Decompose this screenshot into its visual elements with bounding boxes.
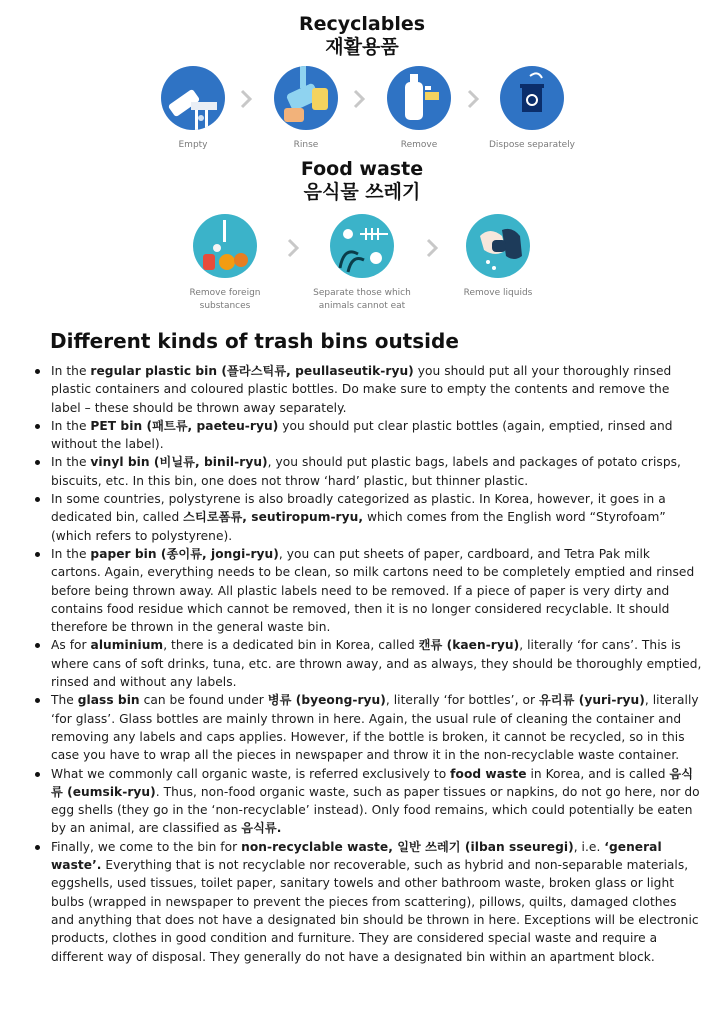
step-label-empty: Empty [178,140,208,150]
list-item-pet: In the PET bin (패트류, paeteu-ryu) you should put clear plastic bottles (again, emptied, rinsed and without the label). [51,417,702,454]
list-item-plastic: In the regular plastic bin (플라스틱류, peullaseutik-ryu) you should put all your thoroughly rinsed plastic containers and coloured plastic bottles. Do make sure to empty the contents and remove the label – these should be thrown away separately. [51,362,702,417]
list-item-paper: In the paper bin (종이류, jongi-ryu), you can put sheets of paper, cardboard, and Tetra Pak milk cartons. Again, everything needs to be clean, so milk cartons need to be completely emptied and rinsed before being thrown away. All plastic labels need to be removed. If a piece of paper is very dirty and contains food residue which cannot be removed, then it is no longer considered recyclable. It should therefore be thrown in the general waste bin. [51,545,702,636]
rinsing-bottle-icon [274,66,338,130]
list-item-aluminium: As for aluminium, there is a dedicated bin in Korea, called 캔류 (kaen-ryu), literally ‘for cans’. This is where cans of soft drinks, tuna, etc. are thrown away, and as always, they should be thoroughly emptied, rinsed and without any labels. [51,636,702,691]
recyclables-title-en: Recyclables [298,13,426,35]
step-label-remove-liquids: Remove liquids [463,288,533,298]
food-waste-steps [0,214,724,324]
list-item-polystyrene: In some countries, polystyrene is also broadly categorized as plastic. In Korea, however, it goes in a dedicated bin, called 스티로폼류, seutiropum-ryu, which comes from the English word “Styrofoam” (which refers to polystyrene). [51,490,702,545]
trash-bins-section [30,326,702,966]
step-label-dispose-separately: Dispose separately [489,140,575,150]
recycle-bin-icon [500,66,564,130]
pouring-bottle-icon [161,66,225,130]
step-label-remove: Remove [400,140,438,150]
recyclables-steps [0,66,724,156]
step-label-rinse: Rinse [293,140,319,150]
chevron-right-icon [426,238,438,258]
remove-label-icon [387,66,451,130]
step-empty [133,66,253,152]
step-remove [359,66,479,152]
step-dispose-separately [472,66,592,152]
fish-bone-icon [330,214,394,278]
squeeze-hands-icon [466,214,530,278]
list-item-glass: The glass bin can be found under 병류 (byeong-ryu), literally ‘for bottles’, or 유리류 (yuri-ryu), literally ‘for glass’. Glass bottles are mainly thrown in here. Again, the usual rule of cleaning the container and removing any labels and caps applies. However, if the bottle is broken, it cannot be recycled, so in this case you have to wrap all the pieces in newspaper and throw it in the non-recyclable waste container. [51,691,702,764]
step-label-remove-foreign: Remove foreign substances [189,288,261,311]
step-rinse [246,66,366,152]
step-separate-inedible [302,214,422,313]
food-waste-title-ko: 음식물 쓰레기 [303,181,421,203]
trash-bins-list [30,362,702,966]
recyclables-title-ko: 재활용품 [325,36,399,58]
food-waste-title-en: Food waste [300,158,424,180]
step-remove-liquids [438,214,558,300]
list-item-general-waste: Finally, we come to the bin for non-recyclable waste, 일반 쓰레기 (ilban sseuregi), i.e. ‘general waste’. Everything that is not recyclable nor recoverable, such as hybrid and non-separable materials, eggshells, used tissues, toilet paper, sanitary towels and other bathroom waste, broken glass or light bulbs (wrapped in newspaper to prevent the pieces from scattering), pillows, quilts, damaged clothes and anything that does not have a designated bin should be thrown in here. Exceptions will be electronic products, clothes in good condition and furniture. They are considered special waste and require a different way of disposal. They generally do not have a designated bin within an apartment block. [51,838,702,966]
step-label-separate: Separate those which animals cannot eat [313,288,411,311]
trash-bins-heading: Different kinds of trash bins outside [50,329,459,353]
list-item-vinyl: In the vinyl bin (비닐류, binil-ryu), you should put plastic bags, labels and packages of potato crisps, biscuits, etc. In this bin, one does not throw ‘hard’ plastic, but thinner plastic. [51,453,702,490]
list-item-food-waste: What we commonly call organic waste, is referred exclusively to food waste in Korea, and is called 음식류 (eumsik-ryu). Thus, non-food organic waste, such as paper tissues or napkins, do not go here, nor do egg shells (they go in the ‘non-recyclable’ instead). Only food remains, which could potentially be eaten by an animal, are classified as 음식류. [51,765,702,838]
food-waste-title [0,158,724,204]
remove-foreign-icon [193,214,257,278]
recyclables-title [0,13,724,59]
chevron-right-icon [287,238,299,258]
step-remove-foreign-substances [165,214,285,313]
